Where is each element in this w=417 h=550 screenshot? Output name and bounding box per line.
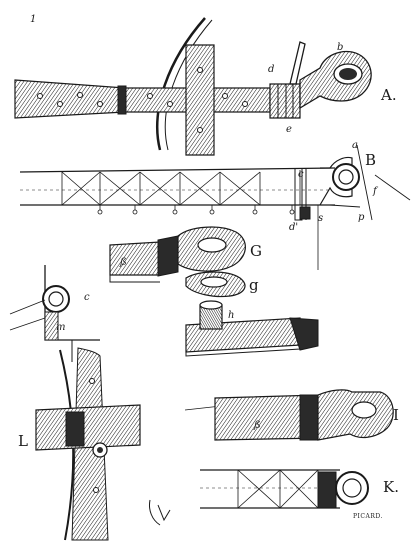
figure-label-h: h xyxy=(228,310,235,321)
rim-plate-a xyxy=(186,45,214,155)
monogram xyxy=(149,500,170,525)
label-d-a: d xyxy=(268,64,275,75)
crossbar-l xyxy=(36,405,140,450)
label-d-b: d' xyxy=(289,222,299,233)
label-m-c: m xyxy=(56,322,66,333)
clip-g xyxy=(158,236,178,276)
label-c-b: c xyxy=(298,169,304,180)
spoke-a xyxy=(15,80,270,118)
svg-text:ß: ß xyxy=(254,420,261,431)
label-f-b: f xyxy=(373,186,377,197)
label-a-b: a xyxy=(352,140,358,151)
figure-g xyxy=(110,227,262,282)
engraver-signature: PICARD. xyxy=(353,513,383,520)
figure-label-b: B xyxy=(365,151,377,169)
figure-g-washer xyxy=(186,272,259,297)
figure-a xyxy=(15,18,397,155)
figure-k xyxy=(200,470,399,508)
label-e-a: e xyxy=(286,124,292,135)
figure-label-g-lower: g xyxy=(249,276,259,294)
figure-label-a: A. xyxy=(381,86,397,104)
figure-label-k: K. xyxy=(383,478,399,496)
figure-l xyxy=(18,348,140,540)
figure-label-i: I xyxy=(393,406,399,424)
figure-c xyxy=(10,265,100,362)
label-p-b: p xyxy=(358,212,365,223)
figure-label-g-upper: G xyxy=(250,242,262,260)
figure-i xyxy=(185,390,399,440)
figure-h xyxy=(186,301,318,356)
eye-b-a xyxy=(300,52,371,108)
figure-label-c: c xyxy=(84,292,90,303)
label-s-b: s xyxy=(318,213,324,224)
clamp-a xyxy=(270,84,300,118)
lattice-b xyxy=(62,172,260,205)
svg-text:ß: ß xyxy=(120,257,127,268)
figure-label-l: L xyxy=(18,432,28,450)
pegs-b xyxy=(98,205,294,214)
label-b-a: b xyxy=(337,42,344,53)
plate-number: 1 xyxy=(30,14,37,25)
lattice-k xyxy=(238,470,318,508)
